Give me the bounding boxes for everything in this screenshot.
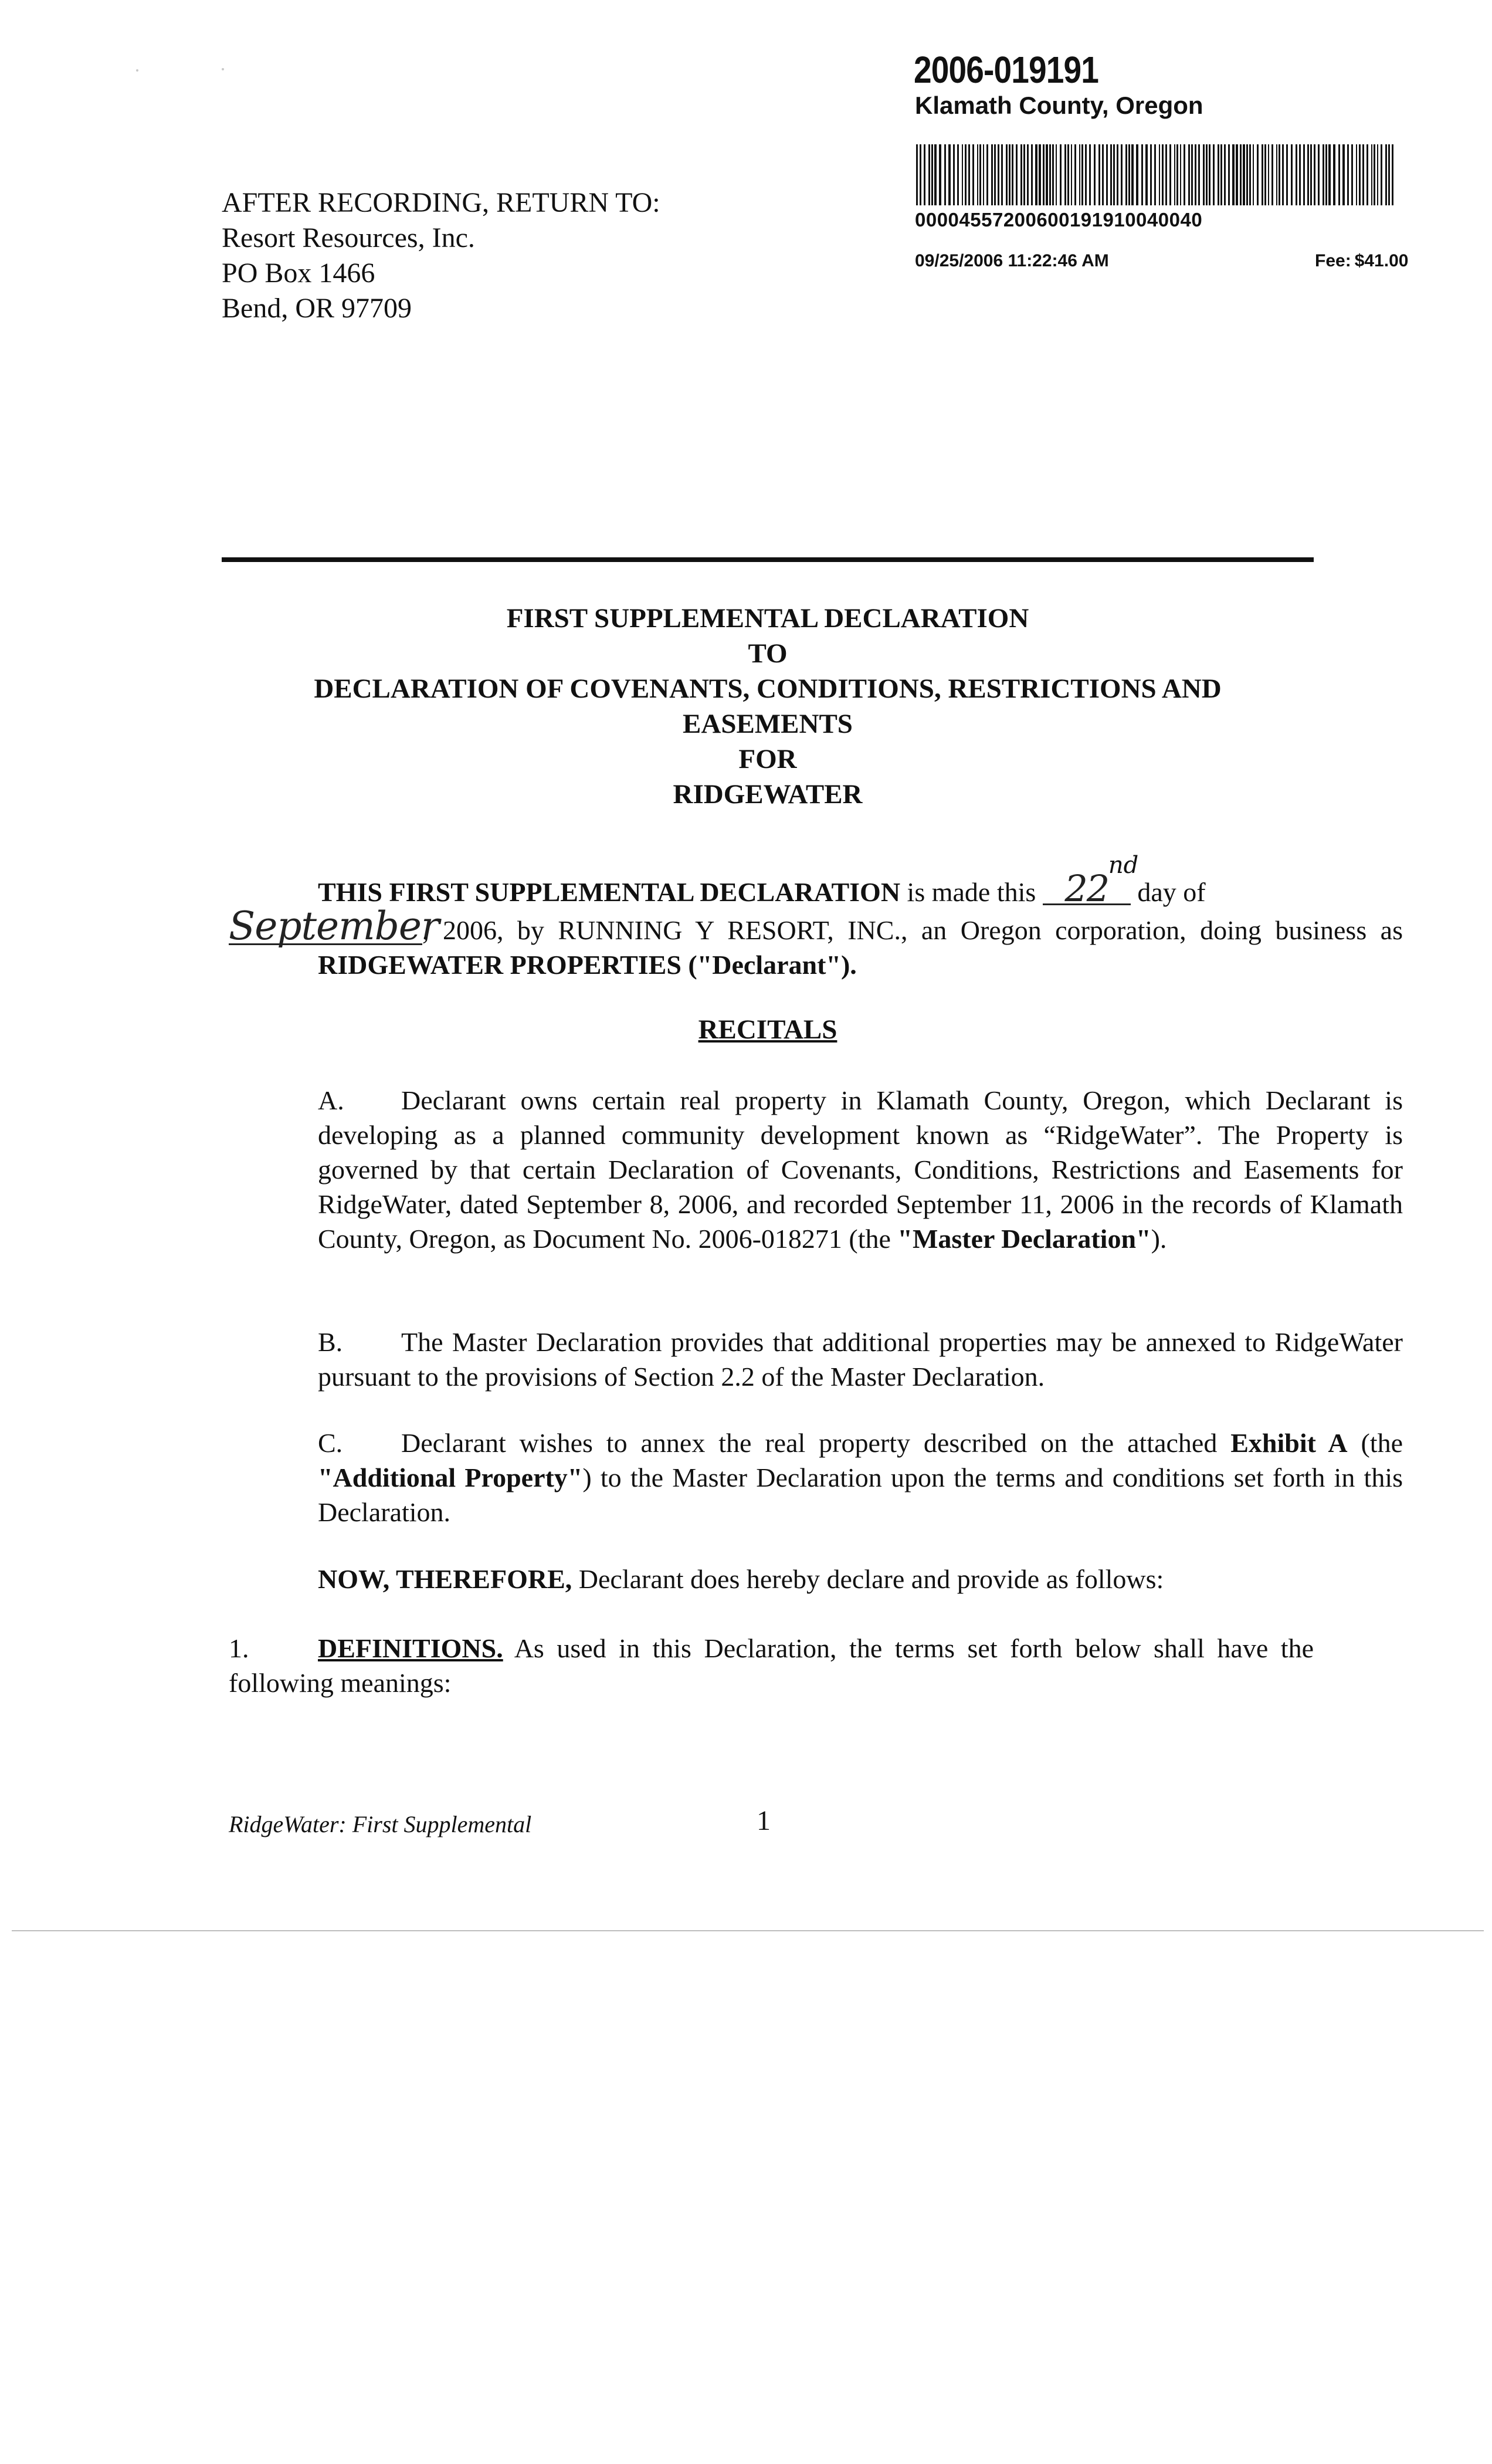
barcode-bar xyxy=(1180,144,1181,205)
barcode-bar xyxy=(1282,144,1284,205)
barcode-bar xyxy=(1176,144,1178,205)
barcode-bar xyxy=(1388,144,1390,205)
barcode-bar xyxy=(1162,144,1164,205)
handwritten-day-suffix: nd xyxy=(1108,852,1139,879)
barcode-bar xyxy=(1159,144,1160,205)
barcode-number: 00004557200600191910040040 xyxy=(915,209,1203,231)
barcode-bar xyxy=(1191,144,1193,205)
barcode-bar xyxy=(1074,144,1076,205)
scan-edge-line xyxy=(12,1930,1484,1931)
barcode-bar xyxy=(1328,144,1331,205)
recital-text: ). xyxy=(1151,1224,1167,1254)
barcode-bar xyxy=(1110,144,1112,205)
barcode-bar xyxy=(1325,144,1327,205)
barcode-bar xyxy=(1246,144,1248,205)
barcode-bar xyxy=(968,144,970,205)
barcode-bar xyxy=(1228,144,1230,205)
barcode-bar xyxy=(1113,144,1115,205)
return-city: Bend, OR 97709 xyxy=(222,293,412,324)
barcode-bar xyxy=(1224,144,1226,205)
barcode-bar xyxy=(1023,144,1025,205)
return-heading: AFTER RECORDING, RETURN TO: xyxy=(222,187,660,218)
page-number: 1 xyxy=(757,1805,771,1836)
barcode-bar xyxy=(1031,144,1033,205)
barcode-bar xyxy=(1351,144,1353,205)
barcode-bar xyxy=(994,144,996,205)
barcode-bar xyxy=(920,144,921,205)
barcode-bar xyxy=(953,144,955,205)
scan-speck xyxy=(222,68,224,70)
recital-a xyxy=(229,1083,1403,1256)
document-title xyxy=(222,601,1314,812)
barcode-bar xyxy=(1060,144,1062,205)
document-number: 2006-019191 xyxy=(914,49,1098,91)
barcode-bar xyxy=(1016,144,1018,205)
recital-text: Declarant owns certain real property in Klamath County, Oregon, which Declarant is developing as a planned community development known as “RidgeWater”. The Property is governed by that certain Declaration of Covenants, Conditions, Restrictions and Easements for RidgeWater, dated September 8, 2006, and recorded September 11, 2006 in the records of Klamath County, Oregon, as Document No. 2006-018271 (the xyxy=(318,1085,1403,1254)
barcode-bar xyxy=(1279,144,1280,205)
barcode-bar xyxy=(1303,144,1305,205)
barcode-bar xyxy=(931,144,933,205)
barcode-bar xyxy=(1385,144,1387,205)
section-heading: DEFINITIONS. xyxy=(318,1633,503,1663)
recital-bold: Exhibit A xyxy=(1230,1428,1348,1458)
barcode-bar xyxy=(1338,144,1340,205)
barcode-bar xyxy=(1009,144,1011,205)
barcode-bar xyxy=(998,144,999,205)
recording-fee xyxy=(1311,251,1408,271)
barcode-bar xyxy=(1071,144,1072,205)
barcode-bar xyxy=(928,144,930,205)
barcode-bar xyxy=(1102,144,1104,205)
title-line: EASEMENTS xyxy=(683,709,853,739)
barcode-bar xyxy=(924,144,925,205)
now-therefore-paragraph xyxy=(229,1562,1403,1596)
recital-text: ) to the Master Declaration upon the terms and conditions set forth in this Declaration. xyxy=(318,1463,1403,1527)
recitals-heading xyxy=(222,1014,1314,1045)
barcode-bar xyxy=(1121,144,1123,205)
barcode-bar xyxy=(1067,144,1069,205)
barcode-bar xyxy=(1131,144,1134,205)
barcode-bar xyxy=(1362,144,1364,205)
barcode-bar xyxy=(1184,144,1185,205)
recital-bold: "Master Declaration" xyxy=(897,1224,1151,1254)
barcode-bar xyxy=(1198,144,1200,205)
barcode-bar xyxy=(1243,144,1245,205)
barcode-bar xyxy=(934,144,937,205)
title-line: FOR xyxy=(738,744,797,774)
barcode-bar xyxy=(1027,144,1029,205)
recital-bold: "Additional Property" xyxy=(318,1463,583,1492)
fee-amount: $41.00 xyxy=(1354,251,1409,270)
barcode-bar xyxy=(1249,144,1251,205)
now-therefore-bold: NOW, THEREFORE, xyxy=(318,1564,572,1594)
barcode-bar xyxy=(1079,144,1080,205)
barcode-bar xyxy=(1268,144,1269,205)
barcode-bar xyxy=(1232,144,1235,205)
barcode-bar xyxy=(1213,144,1215,205)
barcode-bar xyxy=(1356,144,1357,205)
barcode-bar xyxy=(1117,144,1118,205)
barcode-bar xyxy=(1085,144,1087,205)
barcode-bar xyxy=(1220,144,1222,205)
barcode-bar xyxy=(1043,144,1045,205)
barcode-bar xyxy=(916,144,918,205)
return-po-box: PO Box 1466 xyxy=(222,258,375,289)
definitions-section xyxy=(229,1631,1314,1700)
recital-label: A. xyxy=(318,1085,344,1115)
barcode-bar xyxy=(965,144,967,205)
barcode-bar xyxy=(1291,144,1293,205)
now-therefore-text: Declarant does hereby declare and provide as follows: xyxy=(572,1564,1164,1594)
barcode-bar xyxy=(1165,144,1167,205)
intro-text: day of xyxy=(1130,877,1206,907)
title-line: TO xyxy=(748,638,788,669)
barcode-bar xyxy=(1296,144,1297,205)
barcode-bar xyxy=(1240,144,1242,205)
recording-timestamp: 09/25/2006 11:22:46 AM xyxy=(915,251,1109,270)
barcode-bar xyxy=(1253,144,1254,205)
title-line: RIDGEWATER xyxy=(673,779,863,810)
barcode-bar xyxy=(1271,144,1273,205)
barcode-bar xyxy=(1098,144,1100,205)
scan-speck xyxy=(136,69,138,72)
barcode-bar xyxy=(1314,144,1315,205)
barcode-bar xyxy=(1218,144,1219,205)
intro-bold-tail: RIDGEWATER PROPERTIES ("Declarant"). xyxy=(318,950,857,980)
barcode-bar xyxy=(1001,144,1003,205)
intro-paragraph xyxy=(229,852,1403,982)
handwritten-day-number: 22 xyxy=(1043,874,1131,905)
barcode-bar xyxy=(1374,144,1375,205)
barcode-bar xyxy=(1264,144,1266,205)
barcode-image xyxy=(915,144,1396,205)
recital-b xyxy=(229,1325,1403,1394)
barcode-bar xyxy=(939,144,941,205)
barcode-bar xyxy=(1154,144,1156,205)
barcode-bar xyxy=(1310,144,1312,205)
barcode-bar xyxy=(1392,144,1393,205)
barcode-bar xyxy=(1128,144,1130,205)
barcode-bar xyxy=(1089,144,1091,205)
barcode-bar xyxy=(1195,144,1196,205)
barcode-bar xyxy=(1342,144,1345,205)
handwritten-day xyxy=(1043,852,1139,910)
barcode-bar xyxy=(1333,144,1335,205)
recital-label: B. xyxy=(318,1327,343,1357)
barcode-bar xyxy=(1046,144,1048,205)
barcode-bar xyxy=(1145,144,1148,205)
barcode-bar xyxy=(1056,144,1057,205)
barcode-bar xyxy=(1371,144,1372,205)
barcode-bar xyxy=(979,144,981,205)
barcode-bar xyxy=(1064,144,1066,205)
barcode-bar xyxy=(1150,144,1152,205)
barcode-bar xyxy=(1286,144,1288,205)
barcode-bar xyxy=(972,144,974,205)
title-line: DECLARATION OF COVENANTS, CONDITIONS, RESTRICTIONS AND xyxy=(314,673,1222,704)
recital-text: (the xyxy=(1347,1428,1403,1458)
barcode-bar xyxy=(944,144,946,205)
barcode-bar xyxy=(1307,144,1309,205)
barcode-bar xyxy=(1188,144,1190,205)
barcode-bar xyxy=(1020,144,1022,205)
recital-c xyxy=(229,1426,1403,1529)
intro-text: , 2006, by RUNNING Y RESORT, INC., an Oregon corporation, doing business as xyxy=(422,915,1403,945)
intro-bold-lead: THIS FIRST SUPPLEMENTAL DECLARATION xyxy=(318,877,901,907)
barcode-bar xyxy=(1136,144,1138,205)
barcode-bar xyxy=(1206,144,1208,205)
barcode-bar xyxy=(1039,144,1041,205)
barcode-bar xyxy=(1169,144,1171,205)
barcode-bar xyxy=(977,144,978,205)
barcode-bar xyxy=(1174,144,1175,205)
barcode-bar xyxy=(1236,144,1238,205)
barcode-bar xyxy=(1106,144,1108,205)
barcode-bar xyxy=(957,144,959,205)
barcode-bar xyxy=(991,144,993,205)
return-address xyxy=(222,185,660,326)
section-text: As used in this Declaration, the terms set forth below shall have the following meanings: xyxy=(229,1633,1314,1698)
recital-label: C. xyxy=(318,1428,343,1458)
section-number: 1. xyxy=(229,1633,249,1663)
horizontal-rule xyxy=(222,557,1314,562)
barcode-bar xyxy=(1141,144,1143,205)
barcode-bar xyxy=(1257,144,1259,205)
barcode-bar xyxy=(1377,144,1378,205)
barcode-bar xyxy=(1012,144,1013,205)
handwritten-month: September xyxy=(229,903,439,949)
barcode-bar xyxy=(1006,144,1008,205)
recital-text: The Master Declaration provides that additional properties may be annexed to RidgeWater pursuant to the provisions of Section 2.2 of the Master Declaration. xyxy=(318,1327,1403,1392)
barcode-bar xyxy=(948,144,951,205)
barcode-bar xyxy=(962,144,963,205)
barcode-bar xyxy=(1359,144,1361,205)
barcode-bar xyxy=(1323,144,1324,205)
barcode-bar xyxy=(1262,144,1263,205)
return-name: Resort Resources, Inc. xyxy=(222,222,475,253)
barcode-bar xyxy=(1299,144,1301,205)
recitals-heading-text: RECITALS xyxy=(698,1014,837,1045)
recording-county: Klamath County, Oregon xyxy=(915,92,1203,119)
recital-text: Declarant wishes to annex the real property described on the attached xyxy=(401,1428,1231,1458)
title-line: FIRST SUPPLEMENTAL DECLARATION xyxy=(506,603,1029,634)
footer-title: RidgeWater: First Supplemental xyxy=(229,1811,532,1837)
barcode-bar xyxy=(1049,144,1051,205)
barcode-bar xyxy=(1125,144,1127,205)
barcode-bar xyxy=(1381,144,1382,205)
intro-text: is made this xyxy=(900,877,1043,907)
barcode-bar xyxy=(1203,144,1205,205)
barcode-bar xyxy=(1347,144,1349,205)
barcode-bar xyxy=(1318,144,1320,205)
barcode-bar xyxy=(983,144,984,205)
barcode-bar xyxy=(1209,144,1210,205)
barcode-bar xyxy=(1035,144,1037,205)
barcode-bar xyxy=(986,144,988,205)
barcode-bar xyxy=(1366,144,1368,205)
fee-label: Fee: xyxy=(1315,251,1351,270)
barcode-bar xyxy=(1094,144,1096,205)
barcode-bar xyxy=(1276,144,1277,205)
barcode-bar xyxy=(1081,144,1083,205)
barcode-bar xyxy=(1052,144,1054,205)
